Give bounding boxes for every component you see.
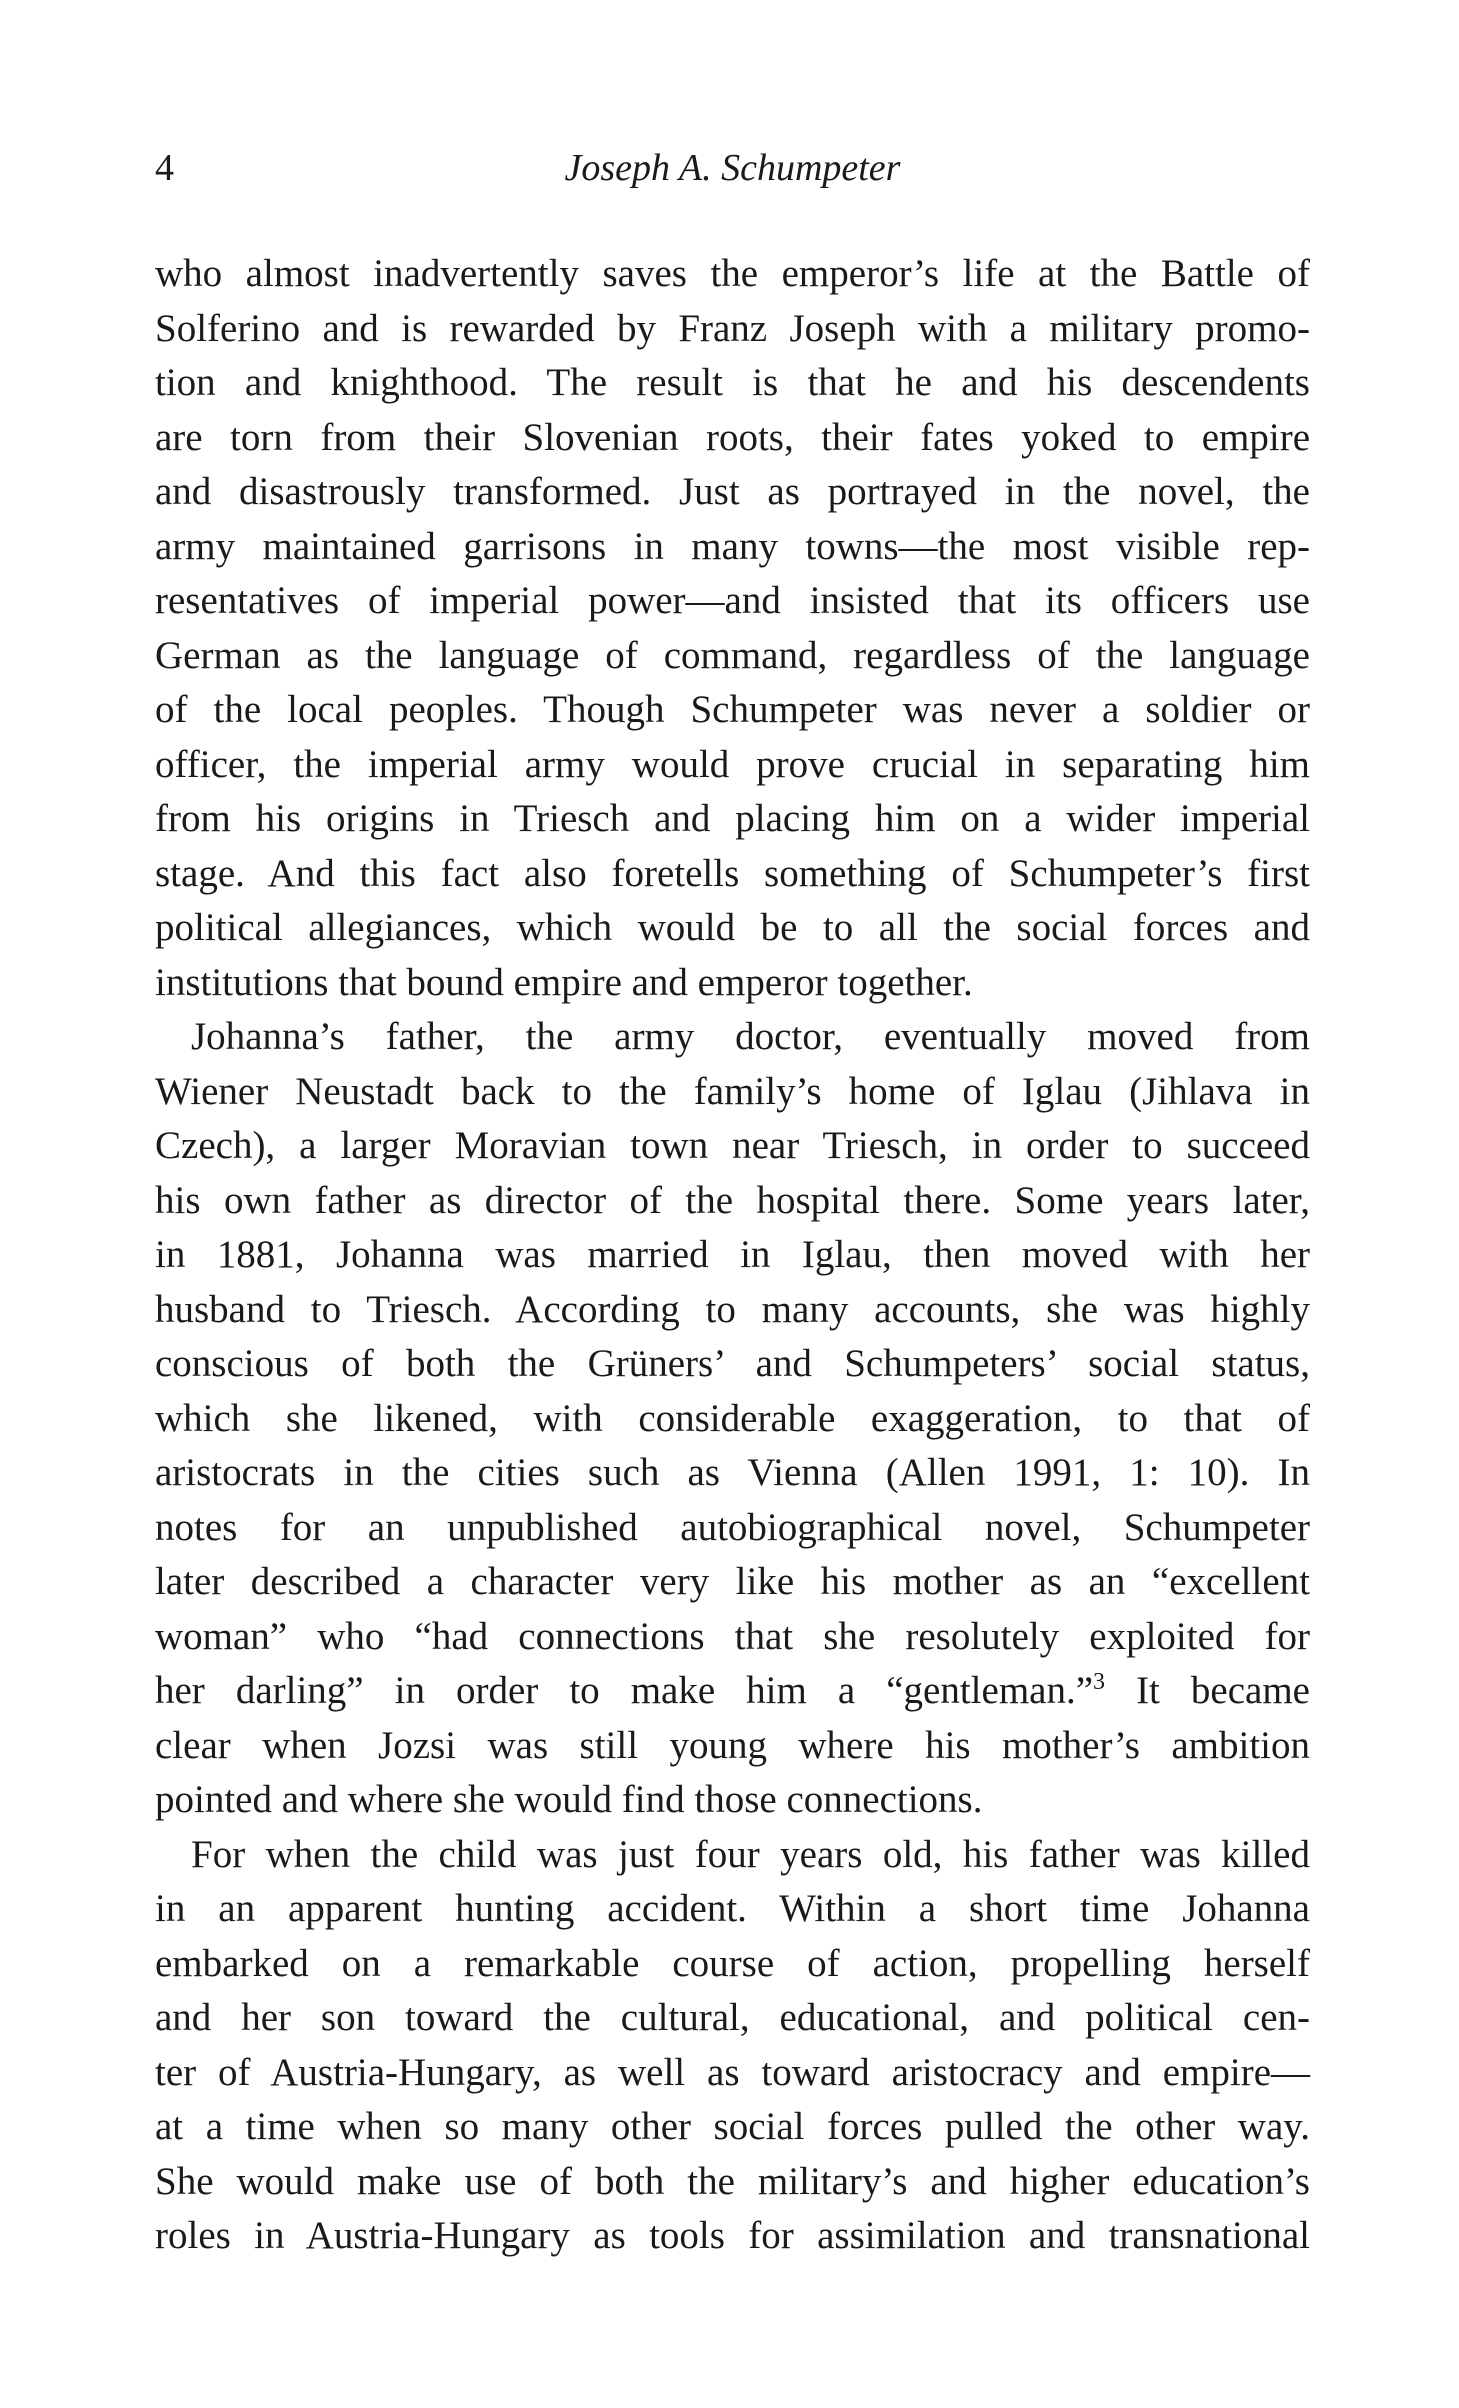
text-line: from his origins in Triesch and placing him on a wider imperial [155, 797, 1310, 840]
book-title: Joseph A. Schumpeter [564, 147, 901, 189]
text-line: notes for an unpublished autobiographical novel, Schumpeter [155, 1505, 1310, 1549]
text-line: of the local peoples. Though Schumpeter was never a soldier or [155, 688, 1310, 731]
text-line: stage. And this fact also foretells something of Schumpeter’s first [155, 851, 1310, 895]
text-line: clear when Jozsi was still young where his mother’s ambition [155, 1723, 1310, 1767]
text-line: pointed and where she would find those connections. [155, 1778, 983, 1821]
text-line: which she likened, with considerable exaggeration, to that of [155, 1396, 1310, 1440]
text-line: in an apparent hunting accident. Within a short time Johanna [155, 1887, 1310, 1930]
text-line: ter of Austria-Hungary, as well as toward aristocracy and empire— [155, 2050, 1310, 2094]
text-line: embarked on a remarkable course of action, propelling herself [155, 1941, 1310, 1985]
text-line: Solferino and is rewarded by Franz Joseph with a military promo- [155, 306, 1310, 350]
text-line: tion and knighthood. The result is that he and his descendents [155, 361, 1310, 404]
paragraph-1 [155, 247, 1310, 1010]
footnote-marker: 3 [1093, 1669, 1106, 1695]
text-line: husband to Triesch. According to many accounts, she was highly [155, 1287, 1310, 1331]
text-line: and her son toward the cultural, educational, and political cen- [155, 1996, 1310, 2039]
text-line: political allegiances, which would be to all the social forces and [155, 906, 1310, 949]
text-line: officer, the imperial army would prove crucial in separating him [155, 742, 1310, 786]
text-line: conscious of both the Grüners’ and Schumpeters’ social status, [155, 1342, 1310, 1385]
text-line: German as the language of command, regardless of the language [155, 633, 1310, 677]
page-number: 4 [155, 147, 174, 189]
text-line: in 1881, Johanna was married in Iglau, then moved with her [155, 1233, 1310, 1276]
paragraph-3 [155, 1828, 1310, 2264]
body-text [155, 247, 1310, 2264]
text-line: Czech), a larger Moravian town near Triesch, in order to succeed [155, 1124, 1310, 1167]
text-line-with-footnote [155, 1664, 1310, 1719]
text-line: She would make use of both the military’s and higher education’s [155, 2159, 1310, 2203]
text-line: aristocrats in the cities such as Vienna (Allen 1991, 1: 10). In [155, 1451, 1310, 1494]
text-line: resentatives of imperial power—and insisted that its officers use [155, 579, 1310, 622]
paragraph-2 [155, 1010, 1310, 1828]
text-segment: It became [1105, 1669, 1310, 1712]
text-line: later described a character very like his mother as an “excellent [155, 1560, 1310, 1603]
text-line: his own father as director of the hospital there. Some years later, [155, 1178, 1310, 1222]
text-line: roles in Austria-Hungary as tools for assimilation and transnational [155, 2214, 1310, 2257]
text-line: Johanna’s father, the army doctor, eventually moved from [191, 1015, 1310, 1058]
text-line: army maintained garrisons in many towns—the most visible rep- [155, 524, 1310, 568]
text-segment: her darling” in order to make him a “gentleman.” [155, 1669, 1094, 1712]
text-line: institutions that bound empire and emperor together. [155, 960, 973, 1004]
running-head [155, 143, 1310, 193]
text-line: and disastrously transformed. Just as portrayed in the novel, the [155, 470, 1310, 513]
text-line: who almost inadvertently saves the emperor’s life at the Battle of [155, 252, 1310, 295]
text-line: Wiener Neustadt back to the family’s home of Iglau (Jihlava in [155, 1069, 1310, 1113]
text-line: For when the child was just four years old, his father was killed [191, 1832, 1310, 1876]
text-line: at a time when so many other social forces pulled the other way. [155, 2105, 1310, 2148]
text-line: woman” who “had connections that she resolutely exploited for [155, 1614, 1310, 1658]
text-line: are torn from their Slovenian roots, their fates yoked to empire [155, 415, 1310, 459]
